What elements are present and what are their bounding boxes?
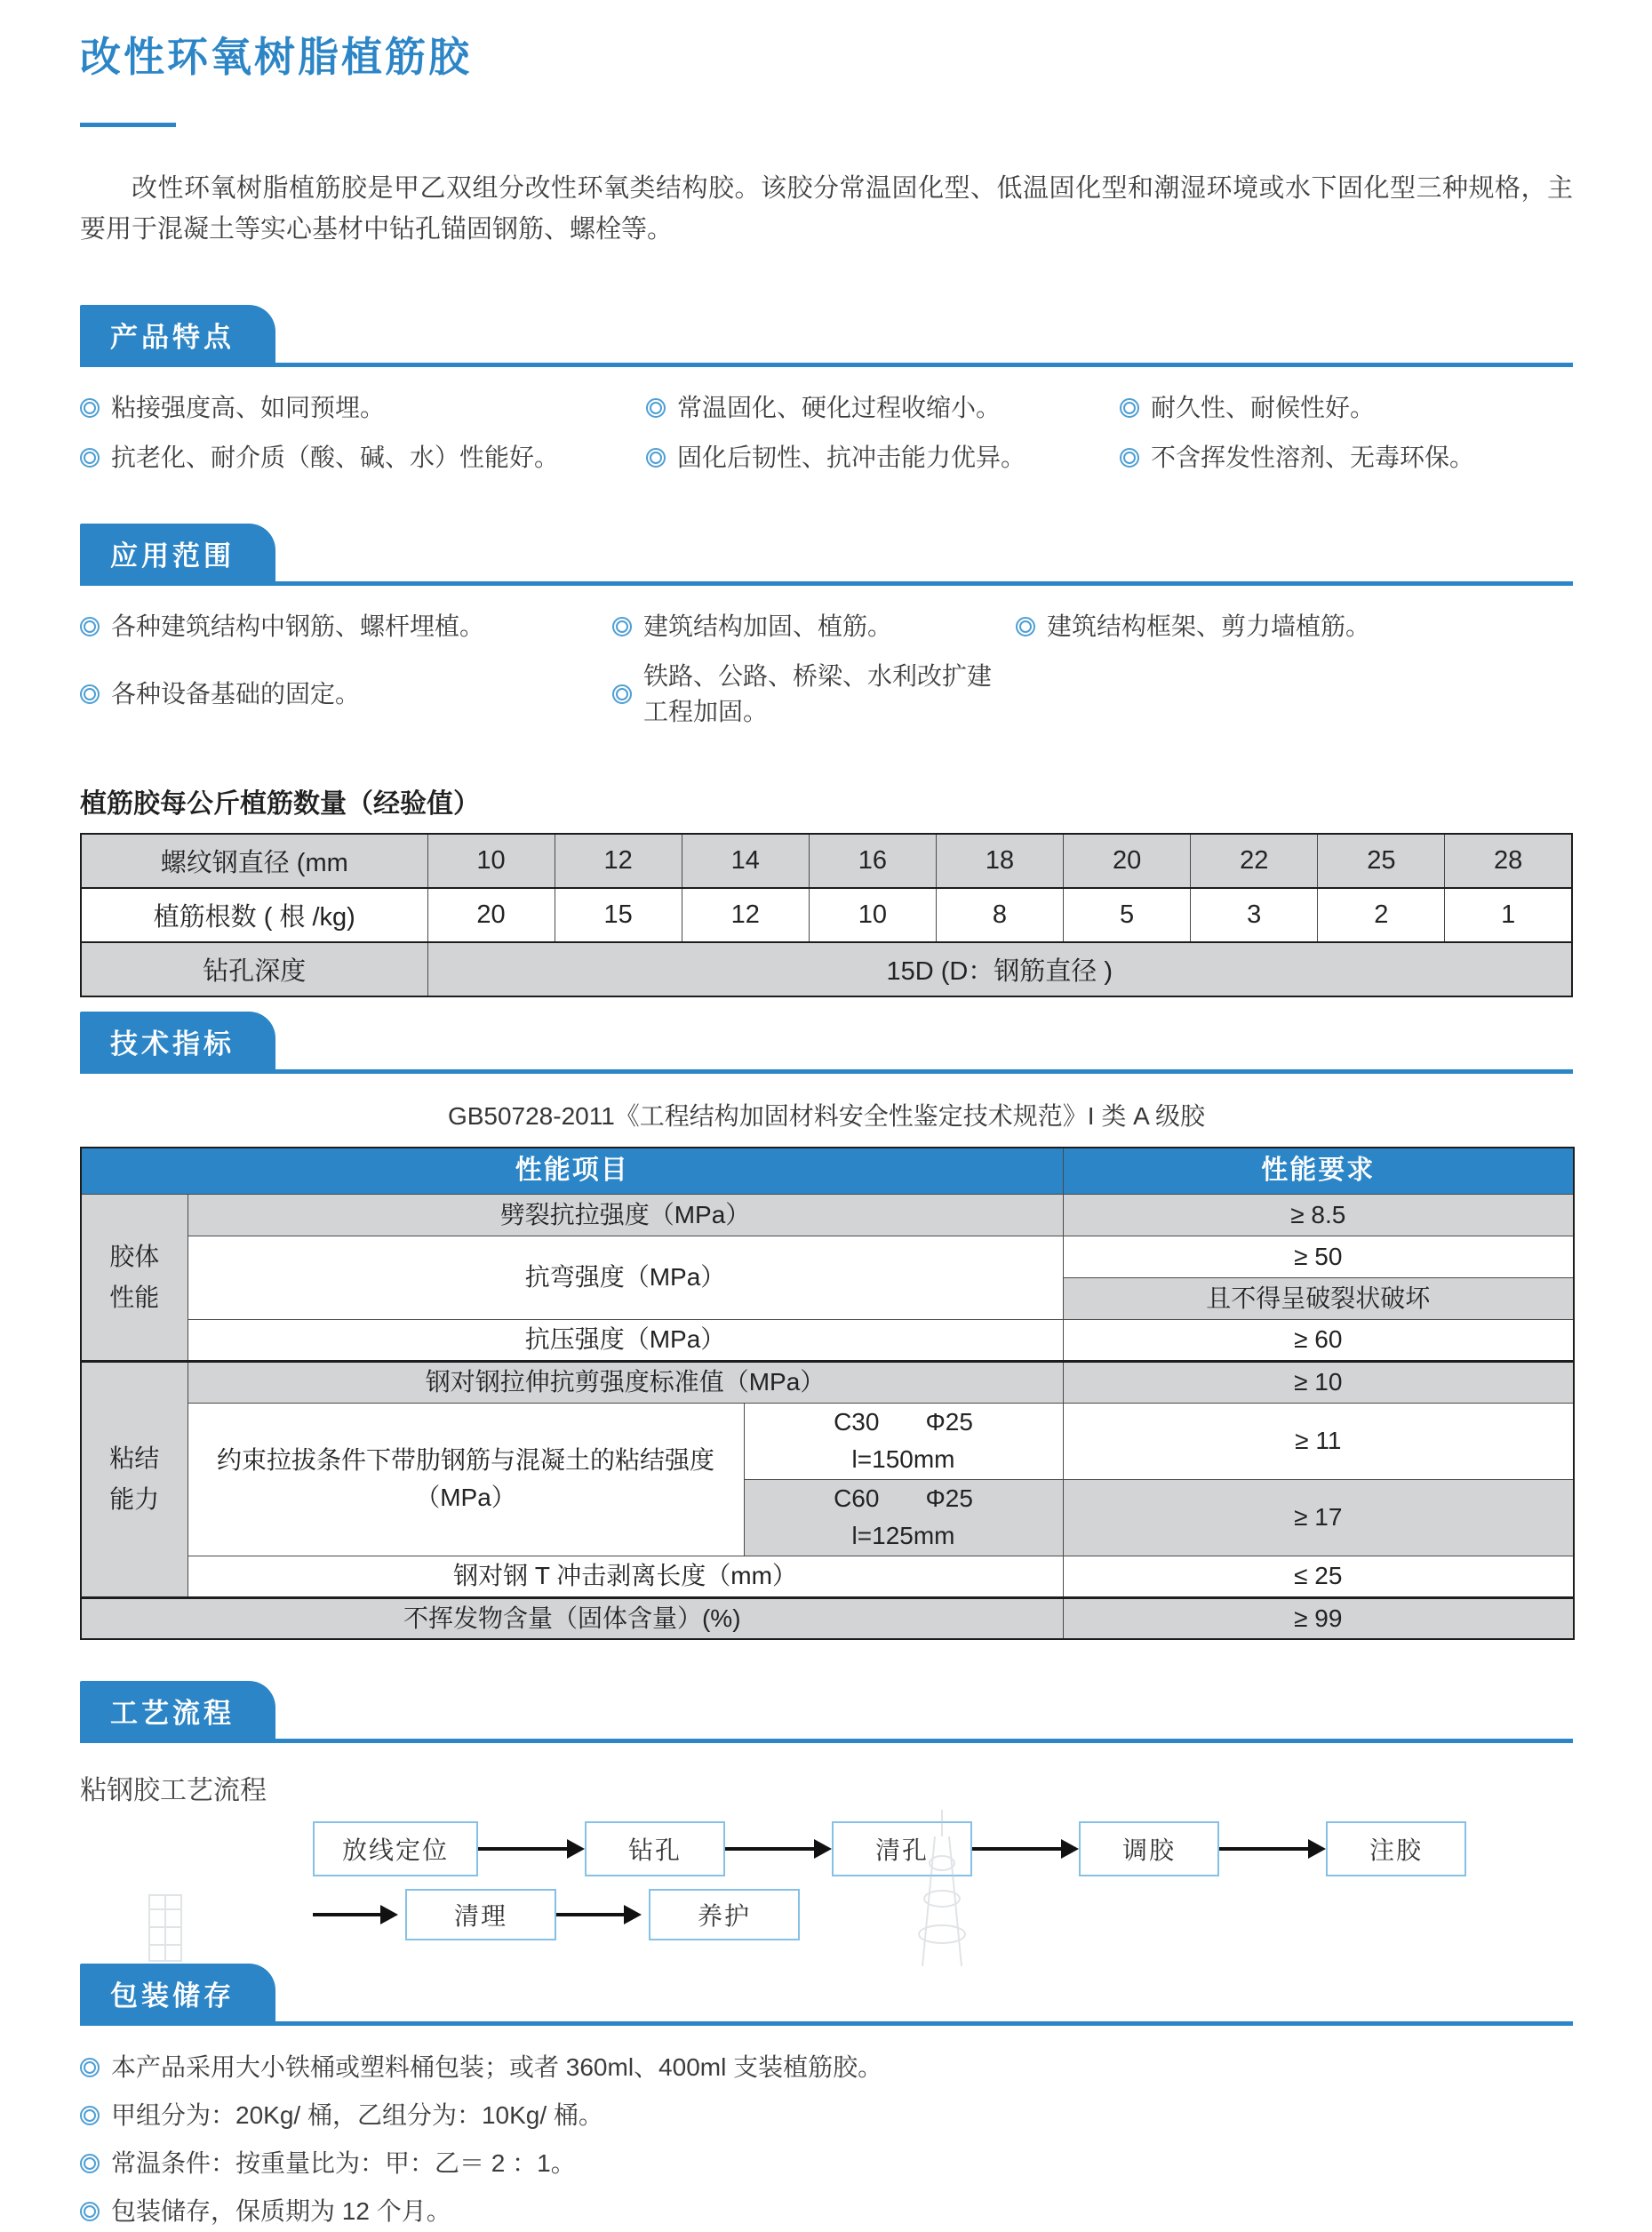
- section-specs-header: [80, 1012, 1573, 1074]
- flow-arrow-icon: [313, 1905, 405, 1924]
- packaging-item: [80, 2191, 1573, 2232]
- page-content: [80, 0, 1573, 2232]
- section-features-header: [80, 305, 1573, 367]
- feature-item-label: 不含挥发性溶剂、无毒环保。: [1151, 444, 1475, 471]
- bullseye-bullet-icon: [646, 448, 666, 468]
- packaging-item: [80, 2143, 1573, 2184]
- feature-item: [1120, 440, 1573, 476]
- spec-value: ≥ 10: [1063, 1361, 1574, 1403]
- spec-label: 钢对钢拉伸抗剪强度标准值（MPa）: [188, 1361, 1063, 1403]
- bullseye-bullet-icon: [80, 2058, 100, 2077]
- watermark-spire-icon: [889, 1810, 995, 1968]
- feature-item-label: 固化后韧性、抗冲击能力优异。: [677, 444, 1026, 471]
- applications-list: [80, 609, 1573, 730]
- dosage-diameter-value: 25: [1318, 834, 1445, 888]
- packaging-list: [80, 2047, 1573, 2232]
- spec-condition-c60: [744, 1479, 1063, 1556]
- flow-box-cleanup: 清理: [405, 1889, 556, 1940]
- bullseye-bullet-icon: [646, 398, 666, 418]
- spec-value: 且不得呈破裂状破坏: [1063, 1277, 1574, 1319]
- feature-item-label: 粘接强度高、如同预埋。: [111, 394, 386, 421]
- bullseye-bullet-icon: [80, 2106, 100, 2125]
- application-item-label: 建筑结构框架、剪力墙植筋。: [1047, 612, 1371, 640]
- dosage-diameter-value: 28: [1445, 834, 1572, 888]
- dosage-diameter-label: 螺纹钢直径 (mm: [81, 834, 427, 888]
- spec-label: 抗弯强度（MPa）: [188, 1236, 1063, 1319]
- dosage-diameter-value: 22: [1191, 834, 1318, 888]
- dosage-diameter-value: 14: [682, 834, 809, 888]
- packaging-item-label: 包装储存，保质期为 12 个月。: [111, 2197, 451, 2225]
- spec-standard-caption: GB50728-2011《工程结构加固材料安全性鉴定技术规范》I 类 A 级胶: [447, 1102, 1206, 1130]
- bullseye-bullet-icon: [1016, 617, 1035, 636]
- application-item: [80, 609, 612, 644]
- page-title: 改性环氧树脂植筋胶: [80, 34, 472, 80]
- dosage-table: [80, 833, 1573, 997]
- spec-label: 抗压强度（MPa）: [188, 1319, 1063, 1361]
- dosage-count-value: 12: [682, 888, 809, 942]
- packaging-item-label: 甲组分为：20Kg/ 桶，乙组分为：10Kg/ 桶。: [111, 2101, 603, 2129]
- application-item-label: 铁路、公路、桥梁、水利改扩建工程加固。: [643, 662, 993, 725]
- application-item: [80, 659, 612, 730]
- anchor-length: l=125mm: [851, 1522, 955, 1549]
- application-item-label: 各种建筑结构中钢筋、螺杆埋植。: [111, 612, 485, 640]
- spec-value: ≥ 17: [1063, 1479, 1574, 1556]
- spec-label: 劈裂抗拉强度（MPa）: [188, 1194, 1063, 1236]
- spec-row-peel: [81, 1556, 1574, 1597]
- dosage-diameter-value: 16: [809, 834, 936, 888]
- dosage-diameter-value: 12: [555, 834, 682, 888]
- title-underline-rule: [80, 123, 176, 127]
- dosage-count-value: 20: [427, 888, 555, 942]
- dosage-count-label: 植筋根数 ( 根 /kg): [81, 888, 427, 942]
- spec-group-bond: 粘结能力: [81, 1361, 188, 1597]
- section-features-tab: 产品特点: [80, 305, 275, 363]
- spec-table: [80, 1147, 1575, 1640]
- flow-arrow-icon: [725, 1839, 832, 1859]
- feature-item: [80, 440, 646, 476]
- spec-condition-line: [745, 1404, 1063, 1441]
- dosage-count-value: 3: [1191, 888, 1318, 942]
- packaging-item-label: 常温条件：按重量比为：甲：乙＝ 2 ：1。: [111, 2149, 576, 2177]
- application-item-label: 各种设备基础的固定。: [111, 680, 361, 708]
- spec-row-bending: [81, 1236, 1574, 1277]
- feature-item-label: 抗老化、耐介质（酸、碱、水）性能好。: [111, 444, 560, 471]
- bullseye-bullet-icon: [1120, 448, 1139, 468]
- dosage-depth-label: 钻孔深度: [81, 942, 427, 996]
- bullseye-bullet-icon: [1120, 398, 1139, 418]
- spec-row-split-tensile: [81, 1194, 1574, 1236]
- application-item-label: 建筑结构加固、植筋。: [643, 612, 893, 640]
- bullseye-bullet-icon: [80, 617, 100, 636]
- table-row: [81, 834, 1572, 888]
- feature-item: [646, 440, 1120, 476]
- packaging-item: [80, 2095, 1573, 2136]
- flow-box-clean-hole: 清孔: [832, 1821, 972, 1876]
- spec-label: 钢对钢 T 冲击剥离长度（mm）: [188, 1556, 1063, 1597]
- feature-item-label: 耐久性、耐候性好。: [1151, 394, 1376, 421]
- flow-box-mix-glue: 调胶: [1079, 1821, 1219, 1876]
- spec-row-shear: [81, 1361, 1574, 1403]
- packaging-item: [80, 2047, 1573, 2088]
- concrete-grade: C60: [834, 1484, 880, 1512]
- spec-row-bond-c30: [81, 1403, 1574, 1479]
- anchor-length: l=150mm: [851, 1445, 955, 1473]
- application-item: [1016, 609, 1573, 644]
- spec-label: 约束拉拔条件下带肋钢筋与混凝土的粘结强度（MPa）: [188, 1403, 744, 1556]
- flow-box-drill: 钻孔: [585, 1821, 725, 1876]
- spec-value: ≥ 8.5: [1063, 1194, 1574, 1236]
- process-subtitle: 粘钢胶工艺流程: [80, 1776, 267, 1805]
- watermark-tower-icon: [132, 1888, 203, 1968]
- spec-condition-line: [745, 1480, 1063, 1517]
- concrete-grade: C30: [834, 1408, 880, 1436]
- dosage-count-value: 10: [809, 888, 936, 942]
- flow-box-inject-glue: 注胶: [1326, 1821, 1466, 1876]
- spec-row-solid-content: [81, 1597, 1574, 1639]
- bullseye-bullet-icon: [612, 684, 632, 704]
- feature-item: [80, 390, 646, 426]
- application-item: [612, 659, 1016, 730]
- spec-header-requirement: 性能要求: [1063, 1148, 1574, 1194]
- dosage-count-value: 2: [1318, 888, 1445, 942]
- spec-value: ≥ 60: [1063, 1319, 1574, 1361]
- spec-row-compressive: [81, 1319, 1574, 1361]
- flow-arrow-icon: [478, 1839, 585, 1859]
- spec-group-colloid: 胶体性能: [81, 1194, 188, 1361]
- spec-condition-c30: [744, 1403, 1063, 1479]
- spec-value: ≥ 50: [1063, 1236, 1574, 1277]
- dosage-count-value: 15: [555, 888, 682, 942]
- dosage-count-value: 1: [1445, 888, 1572, 942]
- section-packaging-header: [80, 1964, 1573, 2026]
- spec-value: ≥ 99: [1063, 1597, 1574, 1639]
- flow-arrow-icon: [1219, 1839, 1326, 1859]
- dosage-count-value: 5: [1064, 888, 1191, 942]
- flow-box-curing: 养护: [649, 1889, 800, 1940]
- dosage-diameter-value: 10: [427, 834, 555, 888]
- dosage-diameter-value: 20: [1064, 834, 1191, 888]
- flow-box-layout: 放线定位: [313, 1821, 478, 1876]
- flow-arrow-icon: [556, 1905, 649, 1924]
- section-process-tab: 工艺流程: [80, 1681, 275, 1739]
- spec-value: ≥ 11: [1063, 1403, 1574, 1479]
- feature-item: [646, 390, 1120, 426]
- bullseye-bullet-icon: [80, 2154, 100, 2173]
- feature-item-label: 常温固化、硬化过程收缩小。: [677, 394, 1002, 421]
- bar-diameter: Φ25: [925, 1408, 973, 1436]
- section-process-header: [80, 1681, 1573, 1743]
- bullseye-bullet-icon: [80, 448, 100, 468]
- dosage-table-caption: 植筋胶每公斤植筋数量（经验值）: [80, 789, 480, 819]
- application-item: [612, 609, 1016, 644]
- dosage-depth-value: 15D (D：钢筋直径 ): [427, 942, 1572, 996]
- table-row: [81, 888, 1572, 942]
- spec-label: 不挥发物含量（固体含量）(%): [81, 1597, 1063, 1639]
- dosage-diameter-value: 18: [936, 834, 1063, 888]
- spec-header-item: 性能项目: [81, 1148, 1063, 1194]
- section-packaging-tab: 包装储存: [80, 1964, 275, 2021]
- bullseye-bullet-icon: [80, 398, 100, 418]
- section-applications-tab: 应用范围: [80, 524, 275, 581]
- packaging-item-label: 本产品采用大小铁桶或塑料桶包装；或者 360ml、400ml 支装植筋胶。: [111, 2053, 883, 2081]
- bullseye-bullet-icon: [612, 617, 632, 636]
- section-specs-tab: 技术指标: [80, 1012, 275, 1069]
- intro-paragraph: 改性环氧树脂植筋胶是甲乙双组分改性环氧类结构胶。该胶分常温固化型、低温固化型和潮湿环境或水下固化型三种规格，主要用于混凝土等实心基材中钻孔锚固钢筋、螺栓等。: [80, 174, 1573, 244]
- bullseye-bullet-icon: [80, 684, 100, 704]
- section-applications-header: [80, 524, 1573, 586]
- feature-item: [1120, 390, 1573, 426]
- bullseye-bullet-icon: [80, 2202, 100, 2221]
- features-list: [80, 390, 1573, 476]
- spec-header-row: [81, 1148, 1574, 1194]
- bar-diameter: Φ25: [925, 1484, 973, 1512]
- dosage-count-value: 8: [936, 888, 1063, 942]
- spec-value: ≤ 25: [1063, 1556, 1574, 1597]
- table-row: [81, 942, 1572, 996]
